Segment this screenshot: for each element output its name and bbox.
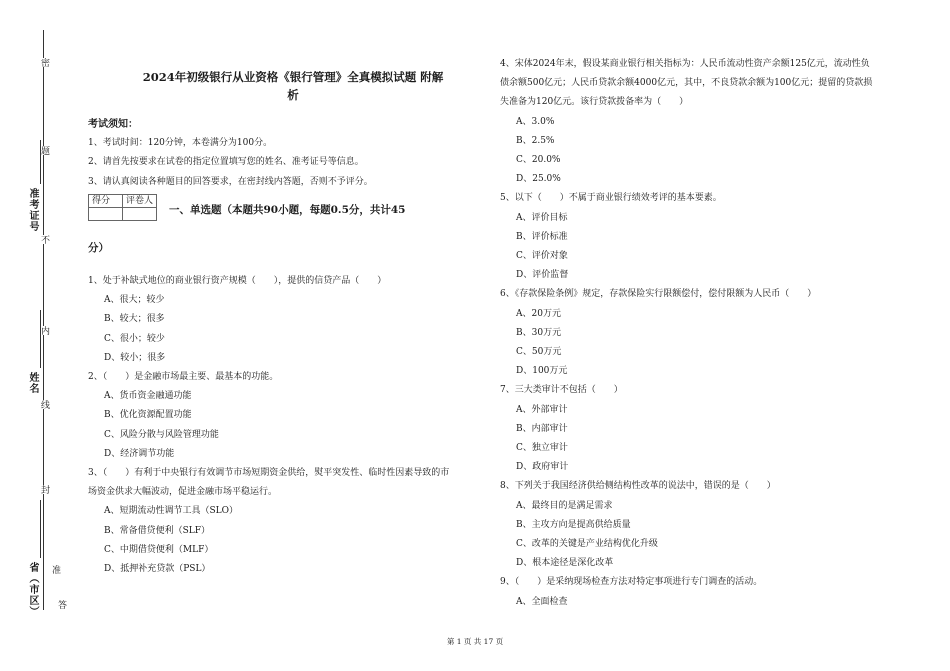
question-2 [88, 368, 498, 464]
question-6 [500, 285, 912, 381]
answer-option[interactable]: D、较小；很多 [104, 352, 166, 363]
notice-item: 2、请首先按要求在试卷的指定位置填写您的姓名、准考证号等信息。 [88, 157, 364, 168]
seal-mark-mi: 密 [39, 58, 49, 67]
answer-option[interactable]: B、内部审计 [516, 423, 568, 434]
answer-option[interactable]: D、评价监督 [516, 270, 569, 281]
answer-option[interactable]: A、20万元 [516, 308, 561, 319]
answer-option[interactable]: A、很大；较少 [104, 295, 165, 306]
seal-mark-nei: 内 [39, 326, 49, 335]
answer-option[interactable]: D、100万元 [516, 366, 568, 377]
question-stem: 3、（ ）有利于中央银行有效调节市场短期资金供给，熨平突发性、临时性因素导致的市 [88, 468, 450, 479]
question-9 [500, 573, 912, 611]
section-heading: 一、单选题（本题共90小题，每题0.5分，共计45 [169, 203, 406, 216]
admission-number-label: 准考证号 [27, 188, 38, 232]
answer-option[interactable]: B、较大；很多 [104, 314, 165, 325]
answer-option[interactable]: A、最终目的是满足需求 [516, 500, 613, 511]
score-table [88, 194, 157, 221]
question-stem-cont: 失准备为120亿元。该行贷款拨备率为（ ） [500, 97, 689, 108]
answer-option[interactable]: A、评价目标 [516, 212, 568, 223]
answer-option[interactable]: C、50万元 [516, 347, 562, 358]
answer-option[interactable]: A、外部审计 [516, 404, 568, 415]
answer-option[interactable]: D、25.0% [516, 174, 561, 185]
question-8 [500, 477, 912, 573]
answer-option[interactable]: A、3.0% [516, 116, 555, 127]
province-label: 省（市区） [27, 562, 38, 617]
section-heading-cont: 分） [88, 241, 109, 254]
admission-number-field[interactable] [40, 140, 41, 184]
question-stem: 7、三大类审计不包括（ ） [500, 385, 623, 396]
question-stem: 5、以下（ ）不属于商业银行绩效考评的基本要素。 [500, 193, 722, 204]
province-field[interactable] [40, 500, 41, 558]
seal-mark-bu: 不 [39, 235, 49, 244]
seal-mark-da: 答 [56, 600, 66, 609]
answer-option[interactable]: D、经济调节功能 [104, 448, 175, 459]
question-stem-cont: 债余额500亿元；人民币贷款余额4000亿元，其中，不良贷款余额为100亿元；提留的贷款损 [500, 78, 873, 89]
notice-title: 考试须知： [88, 119, 138, 130]
notice-item: 3、请认真阅读各种题目的回答要求，在密封线内答题，否则不予评分。 [88, 176, 373, 187]
question-stem: 8、下列关于我国经济供给侧结构性改革的说法中，错误的是（ ） [500, 481, 776, 492]
left-column [88, 0, 498, 579]
right-column [500, 0, 912, 612]
answer-option[interactable]: C、20.0% [516, 155, 561, 166]
answer-option[interactable]: A、短期流动性调节工具（SLO） [104, 506, 239, 517]
question-5 [500, 189, 912, 285]
answer-option[interactable]: B、优化资源配置功能 [104, 410, 192, 421]
question-stem-cont: 场资金供求大幅波动，促进金融市场平稳运行。 [88, 487, 278, 498]
answer-option[interactable]: B、主攻方向是提高供给质量 [516, 519, 631, 530]
answer-option[interactable]: A、全面检查 [516, 596, 568, 607]
score-header: 得分 [89, 194, 123, 207]
question-3 [88, 464, 498, 579]
question-stem: 4、宋体2024年末，假设某商业银行相关指标为：人民币流动性资产余额125亿元，流动性负 [500, 59, 870, 69]
answer-option[interactable]: A、货币资金融通功能 [104, 391, 192, 402]
grader-header: 评卷人 [123, 194, 157, 207]
question-stem: 1、处于补缺式地位的商业银行资产规模（ ），提供的信贷产品（ ） [88, 276, 387, 287]
answer-option[interactable]: C、中期借贷便利（MLF） [104, 544, 214, 555]
answer-option[interactable]: B、30万元 [516, 327, 562, 338]
notice-item: 1、考试时间：120分钟，本卷满分为100分。 [88, 138, 273, 149]
score-section [88, 194, 498, 221]
name-field[interactable] [40, 310, 41, 368]
seal-mark-ti: 题 [39, 146, 49, 155]
answer-option[interactable]: B、常备借贷便利（SLF） [104, 525, 211, 536]
answer-option[interactable]: C、风险分散与风险管理功能 [104, 429, 219, 440]
seal-mark-feng: 封 [39, 485, 49, 494]
doc-title: 2024年初级银行从业资格《银行管理》全真模拟试题 附解 析 [142, 70, 444, 102]
answer-option[interactable]: B、评价标准 [516, 231, 568, 242]
question-4 [500, 55, 912, 189]
page-footer: 第 1 页 共 17 页 [446, 637, 504, 646]
answer-option[interactable]: C、改革的关键是产业结构优化升级 [516, 539, 658, 550]
question-7 [500, 381, 912, 477]
answer-option[interactable]: C、评价对象 [516, 251, 568, 262]
seal-mark-zhun: 准 [50, 565, 60, 574]
question-stem: 6、《存款保险条例》规定，存款保险实行限额偿付，偿付限额为人民币（ ） [500, 289, 817, 300]
answer-option[interactable]: C、独立审计 [516, 443, 568, 454]
answer-option[interactable]: B、2.5% [516, 135, 555, 146]
seal-mark-xian: 线 [39, 400, 49, 409]
binding-line [43, 30, 44, 610]
question-stem: 2、（ ）是金融市场最主要、最基本的功能。 [88, 372, 279, 383]
question-1 [88, 272, 498, 368]
answer-option[interactable]: D、政府审计 [516, 462, 569, 473]
score-cell[interactable] [89, 207, 123, 220]
name-label: 姓名 [27, 372, 38, 394]
answer-option[interactable]: D、抵押补充贷款（PSL） [104, 564, 211, 575]
question-stem: 9、（ ）是采纳现场检查方法对特定事项进行专门调查的活动。 [500, 577, 763, 588]
answer-option[interactable]: C、很小；较少 [104, 333, 165, 344]
answer-option[interactable]: D、根本途径是深化改革 [516, 558, 614, 569]
grader-cell[interactable] [123, 207, 157, 220]
